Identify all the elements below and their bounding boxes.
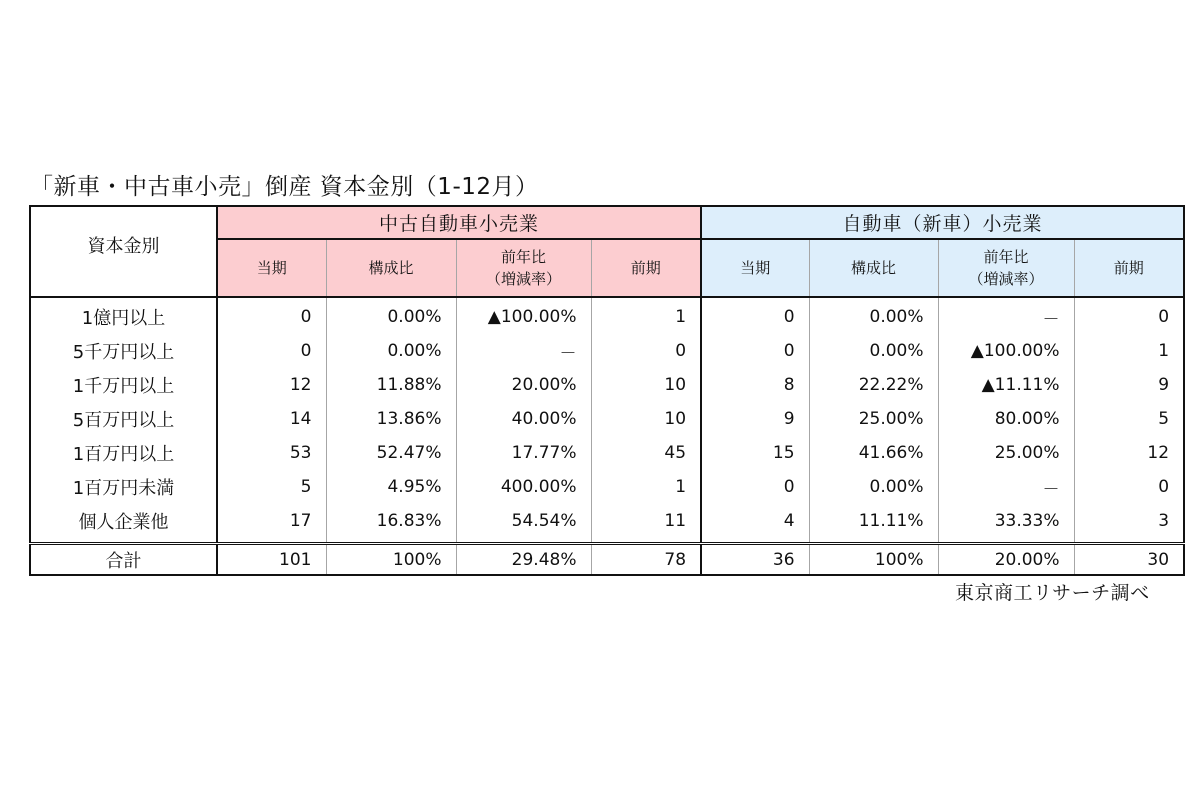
- new-share: 22.22%: [809, 368, 938, 402]
- new-yoy: ▲100.00%: [938, 334, 1074, 368]
- used-yoy: 17.77%: [456, 436, 591, 470]
- yoy-header-line2: （増減率）: [968, 270, 1044, 288]
- new-share: 25.00%: [809, 402, 938, 436]
- new-current-header: 当期: [701, 239, 809, 297]
- used-current: 14: [217, 402, 326, 436]
- used-share: 11.88%: [326, 368, 456, 402]
- new-total-previous: 30: [1074, 544, 1184, 576]
- used-share: 13.86%: [326, 402, 456, 436]
- new-total-yoy: 20.00%: [938, 544, 1074, 576]
- table-row: [30, 402, 1184, 436]
- used-current: 0: [217, 334, 326, 368]
- new-current: 9: [701, 402, 809, 436]
- used-previous: 11: [591, 504, 701, 544]
- used-current: 12: [217, 368, 326, 402]
- new-previous-header: 前期: [1074, 239, 1184, 297]
- used-share: 4.95%: [326, 470, 456, 504]
- new-share: 0.00%: [809, 297, 938, 334]
- yoy-header-line1: 前年比: [983, 248, 1029, 266]
- used-previous: 10: [591, 402, 701, 436]
- used-share: 0.00%: [326, 297, 456, 334]
- new-current: 8: [701, 368, 809, 402]
- new-previous: 0: [1074, 297, 1184, 334]
- total-label: 合計: [30, 544, 217, 576]
- new-yoy: 80.00%: [938, 402, 1074, 436]
- used-yoy: 54.54%: [456, 504, 591, 544]
- used-yoy: 20.00%: [456, 368, 591, 402]
- used-previous: 45: [591, 436, 701, 470]
- used-share-header: 構成比: [326, 239, 456, 297]
- new-current: 4: [701, 504, 809, 544]
- used-current: 5: [217, 470, 326, 504]
- new-yoy: 33.33%: [938, 504, 1074, 544]
- group-header-row: [30, 206, 1184, 239]
- new-previous: 3: [1074, 504, 1184, 544]
- new-share-header: 構成比: [809, 239, 938, 297]
- new-current: 0: [701, 334, 809, 368]
- yoy-header-line1: 前年比: [500, 248, 546, 266]
- new-yoy: －: [938, 297, 1074, 334]
- used-share: 16.83%: [326, 504, 456, 544]
- used-total-yoy: 29.48%: [456, 544, 591, 576]
- used-total-previous: 78: [591, 544, 701, 576]
- table-row: [30, 368, 1184, 402]
- new-previous: 0: [1074, 470, 1184, 504]
- row-category: 1百万円以上: [30, 436, 217, 470]
- new-previous: 1: [1074, 334, 1184, 368]
- new-yoy: ▲11.11%: [938, 368, 1074, 402]
- total-row: [30, 544, 1184, 576]
- new-yoy-header: [938, 239, 1074, 297]
- new-share: 0.00%: [809, 334, 938, 368]
- table-row: [30, 504, 1184, 544]
- used-previous: 0: [591, 334, 701, 368]
- row-category: 5百万円以上: [30, 402, 217, 436]
- new-total-current: 36: [701, 544, 809, 576]
- used-total-current: 101: [217, 544, 326, 576]
- bankruptcy-by-capital-table: [29, 205, 1185, 576]
- used-yoy: －: [456, 334, 591, 368]
- row-category: 1億円以上: [30, 297, 217, 334]
- new-current: 0: [701, 297, 809, 334]
- used-previous: 1: [591, 297, 701, 334]
- table-row: [30, 297, 1184, 334]
- table-title: 「新車・中古車小売」倒産 資本金別（1-12月）: [30, 174, 539, 200]
- table-row: [30, 436, 1184, 470]
- new-share: 41.66%: [809, 436, 938, 470]
- row-category: 個人企業他: [30, 504, 217, 544]
- used-current-header: 当期: [217, 239, 326, 297]
- used-current: 0: [217, 297, 326, 334]
- used-previous: 10: [591, 368, 701, 402]
- new-share: 0.00%: [809, 470, 938, 504]
- used-previous: 1: [591, 470, 701, 504]
- source-credit: 東京商工リサーチ調べ: [955, 582, 1150, 604]
- new-total-share: 100%: [809, 544, 938, 576]
- row-category: 5千万円以上: [30, 334, 217, 368]
- new-previous: 12: [1074, 436, 1184, 470]
- used-total-share: 100%: [326, 544, 456, 576]
- new-yoy: －: [938, 470, 1074, 504]
- table-row: [30, 334, 1184, 368]
- table-row: [30, 470, 1184, 504]
- row-category: 1百万円未満: [30, 470, 217, 504]
- new-previous: 5: [1074, 402, 1184, 436]
- used-previous-header: 前期: [591, 239, 701, 297]
- row-category: 1千万円以上: [30, 368, 217, 402]
- used-current: 53: [217, 436, 326, 470]
- used-car-retail-group-header: 中古自動車小売業: [217, 206, 701, 239]
- used-share: 0.00%: [326, 334, 456, 368]
- new-share: 11.11%: [809, 504, 938, 544]
- used-current: 17: [217, 504, 326, 544]
- used-share: 52.47%: [326, 436, 456, 470]
- new-current: 15: [701, 436, 809, 470]
- yoy-header-line2: （増減率）: [485, 270, 561, 288]
- used-yoy: 400.00%: [456, 470, 591, 504]
- capital-category-header: 資本金別: [30, 206, 217, 297]
- new-yoy: 25.00%: [938, 436, 1074, 470]
- used-yoy: ▲100.00%: [456, 297, 591, 334]
- used-yoy: 40.00%: [456, 402, 591, 436]
- new-current: 0: [701, 470, 809, 504]
- new-previous: 9: [1074, 368, 1184, 402]
- new-car-retail-group-header: 自動車（新車）小売業: [701, 206, 1184, 239]
- used-yoy-header: [456, 239, 591, 297]
